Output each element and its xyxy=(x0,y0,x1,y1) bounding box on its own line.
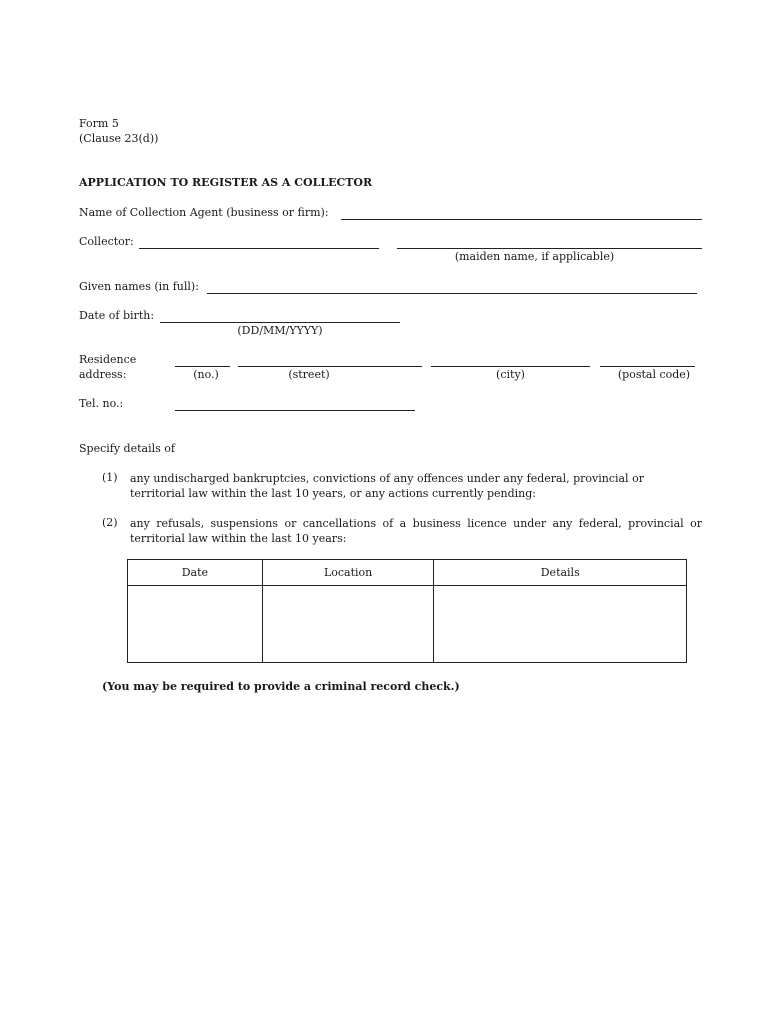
table-row xyxy=(128,586,687,663)
tel-field[interactable] xyxy=(175,410,415,411)
date-column-header: Date xyxy=(128,560,263,586)
criminal-record-note: (You may be required to provide a criminal record check.) xyxy=(102,680,460,693)
form-number: Form 5 xyxy=(79,117,119,130)
residence-label: Residence xyxy=(79,353,137,366)
item-2-text: any refusals, suspensions or cancellations of a business licence under any federal, provincial or territorial law within the last 10 years: xyxy=(130,517,702,545)
given-names-field[interactable] xyxy=(207,293,697,294)
address-postal-field[interactable] xyxy=(600,366,695,367)
address-postal-caption: (postal code) xyxy=(617,368,691,381)
form-title: APPLICATION TO REGISTER AS A COLLECTOR xyxy=(79,176,373,189)
dob-field[interactable] xyxy=(160,322,400,323)
tel-label: Tel. no.: xyxy=(79,397,124,410)
location-cell[interactable] xyxy=(262,586,434,663)
form-clause: (Clause 23(d)) xyxy=(79,132,159,145)
address-city-caption: (city) xyxy=(496,368,525,381)
collector-label: Collector: xyxy=(79,235,134,248)
details-cell[interactable] xyxy=(434,586,687,663)
date-cell[interactable] xyxy=(128,586,263,663)
address-city-field[interactable] xyxy=(431,366,590,367)
item-1-text: any undischarged bankruptcies, convictions of any offences under any federal, provincial or territorial law within the last 10 years, or any actions currently pending: xyxy=(130,472,644,500)
address-street-field[interactable] xyxy=(238,366,422,367)
given-names-label: Given names (in full): xyxy=(79,280,199,293)
table-header-row xyxy=(128,560,687,586)
agent-name-field[interactable] xyxy=(341,219,702,220)
address-street-caption: (street) xyxy=(288,368,330,381)
item-1-number: (1) xyxy=(102,471,118,484)
dob-label: Date of birth: xyxy=(79,309,155,322)
address-no-field[interactable] xyxy=(175,366,230,367)
details-table xyxy=(127,559,687,663)
agent-label: Name of Collection Agent (business or firm): xyxy=(79,206,329,219)
location-column-header: Location xyxy=(262,560,434,586)
details-intro: Specify details of xyxy=(79,442,175,455)
address-label: address: xyxy=(79,368,127,381)
collector-name-field[interactable] xyxy=(139,248,379,249)
details-column-header: Details xyxy=(434,560,687,586)
maiden-name-caption: (maiden name, if applicable) xyxy=(454,250,615,263)
address-no-caption: (no.) xyxy=(193,368,219,381)
item-2-number: (2) xyxy=(102,516,118,529)
maiden-name-field[interactable] xyxy=(397,248,702,249)
dob-caption: (DD/MM/YYYY) xyxy=(237,324,323,337)
